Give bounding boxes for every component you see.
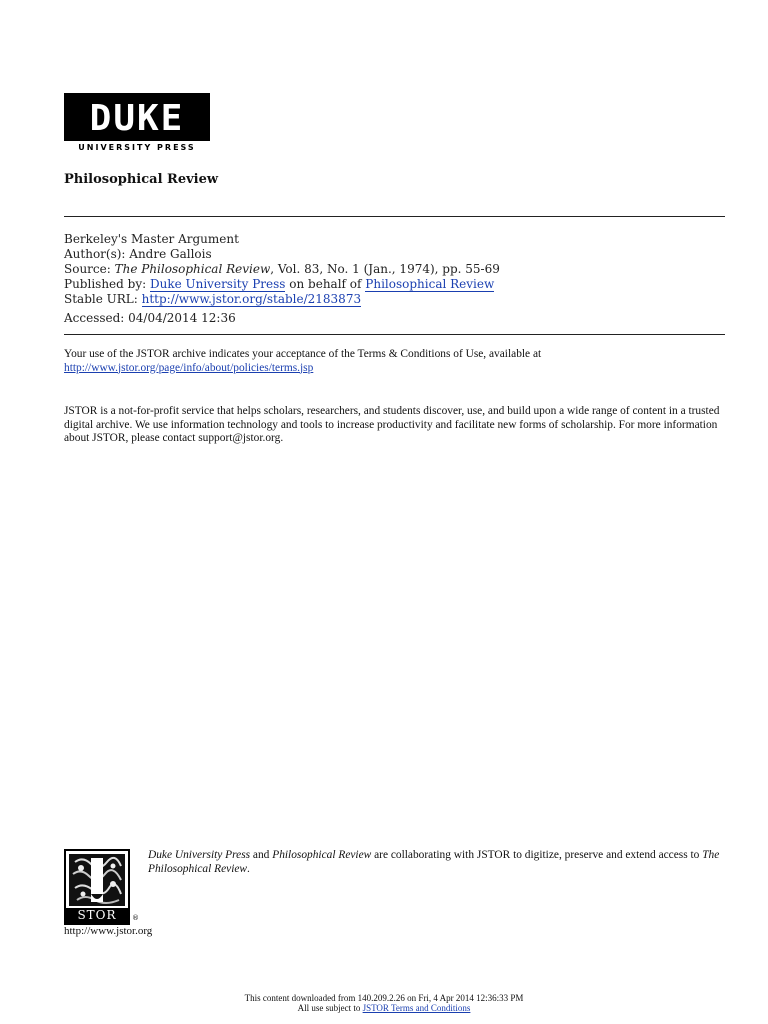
jstor-logo-art-icon — [69, 854, 125, 906]
stable-url-link[interactable]: http://www.jstor.org/stable/2183873 — [141, 292, 362, 306]
behalf-link[interactable]: Philosophical Review — [365, 277, 495, 291]
top-divider — [64, 216, 725, 217]
article-source — [64, 262, 500, 277]
collab-journal: The Philosophical Review — [148, 849, 720, 875]
registered-mark: ® — [132, 914, 139, 922]
collab-middle: are collaborating with JSTOR to digitize, preserve and extend access to — [371, 849, 703, 861]
jstor-logo — [64, 849, 130, 925]
duke-logo-subtitle: UNIVERSITY PRESS — [64, 141, 210, 155]
footer-terms — [0, 1003, 768, 1013]
published-middle: on behalf of — [285, 277, 366, 291]
footer-subject-prefix: All use subject to — [297, 1003, 363, 1013]
about-paragraph: JSTOR is a not-for-profit service that helps scholars, researchers, and students discover, use, and build upon a wide range of content in a trusted digital archive. We use information technology and tools to increase productivity and facilitate new forms of scholarship. For more information about JSTOR, please contact support@jstor.org. — [64, 405, 720, 444]
source-details: , Vol. 83, No. 1 (Jan., 1974), pp. 55-69 — [270, 262, 500, 276]
jstor-logo-word: STOR — [66, 908, 128, 923]
bottom-divider — [64, 334, 725, 335]
article-author: Author(s): Andre Gallois — [64, 247, 212, 261]
publisher-link[interactable]: Duke University Press — [149, 277, 286, 291]
collab-review: Philosophical Review — [272, 849, 372, 861]
journal-title: Philosophical Review — [64, 172, 219, 187]
collab-end: . — [247, 862, 250, 875]
published-prefix: Published by: — [64, 277, 150, 291]
stable-prefix: Stable URL: — [64, 292, 142, 306]
footer-downloaded: This content downloaded from 140.209.2.26 on Fri, 4 Apr 2014 12:36:33 PM — [244, 993, 524, 1003]
jstor-url: http://www.jstor.org — [64, 925, 153, 937]
terms-paragraph — [64, 348, 728, 375]
terms-text: Your use of the JSTOR archive indicates your acceptance of the Terms & Conditions of Use, available at — [64, 348, 542, 360]
article-stable-url — [64, 292, 361, 307]
collab-press: Duke University Press — [148, 849, 251, 861]
collab-and: and — [250, 849, 273, 861]
source-journal: The Philosophical Review — [114, 262, 271, 276]
terms-link[interactable]: http://www.jstor.org/page/info/about/policies/terms.jsp — [64, 361, 314, 374]
article-title: Berkeley's Master Argument — [64, 232, 239, 246]
article-accessed: Accessed: 04/04/2014 12:36 — [64, 311, 236, 325]
footer-terms-link[interactable]: JSTOR Terms and Conditions — [362, 1003, 471, 1013]
duke-logo-word: DUKE — [89, 98, 185, 139]
source-prefix: Source: — [64, 262, 115, 276]
collaboration-statement — [148, 849, 728, 876]
article-publisher — [64, 277, 494, 292]
duke-university-press-logo — [64, 93, 210, 155]
